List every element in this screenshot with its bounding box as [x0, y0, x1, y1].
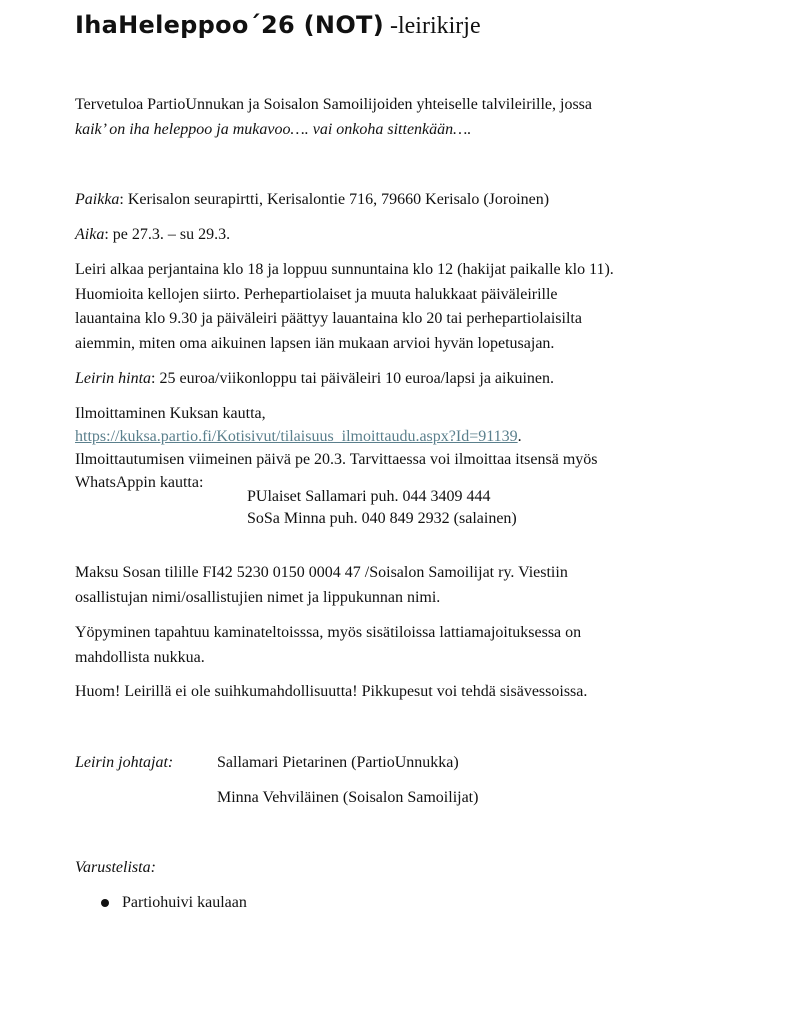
leader-minna: Minna Vehviläinen (Soisalon Samoilijat) [217, 789, 479, 806]
registration-link-row [75, 425, 715, 448]
intro-paragraph [75, 93, 715, 142]
price-label: Leirin hinta [75, 370, 152, 387]
leader-sallamari: Sallamari Pietarinen (PartioUnnukka) [217, 754, 459, 771]
sleeping-paragraph [75, 621, 715, 670]
contact-list [247, 486, 517, 530]
bullet-icon [101, 899, 109, 907]
intro-line-1: Tervetuloa PartioUnnukan ja Soisalon Samoilijoiden yhteiselle talvileirille, jossa [75, 96, 592, 113]
leaders-section [75, 751, 715, 811]
contact-pulaiset: PUlaiset Sallamari puh. 044 3409 444 [247, 488, 491, 505]
place-value: : Kerisalon seurapirtti, Kerisalontie 716, 79660 Kerisalo (Joroinen) [119, 191, 550, 208]
time-label: Aika [75, 226, 105, 243]
page-title [75, 8, 481, 46]
notice-paragraph: Huom! Leirillä ei ole suihkumahdollisuutta! Pikkupesut voi tehdä sisävessoissa. [75, 683, 588, 700]
place-label: Paikka [75, 191, 120, 208]
sleeping-line-1: Yöpyminen tapahtuu kaminateltoisssa, myös sisätiloissa lattiamajoituksessa on [75, 624, 582, 641]
registration-link[interactable]: https://kuksa.partio.fi/Kotisivut/tilaisuus_ilmoittaudu.aspx?Id=91139 [75, 428, 518, 445]
title-bold-part: IhaHeleppoo´26 (NOT) [75, 11, 384, 39]
registration-line-3: Ilmoittautumisen viimeinen päivä pe 20.3. Tarvittaessa voi ilmoittaa itsensä myös [75, 451, 598, 468]
payment-paragraph [75, 561, 715, 610]
intro-line-2: kaik’ on iha heleppoo ja mukavoo…. vai onkoha sittenkään…. [75, 120, 472, 138]
registration-line-4: WhatsAppin kautta: [75, 474, 204, 491]
title-rest-part: -leirikirje [383, 13, 481, 39]
registration-link-suffix: . [517, 428, 522, 445]
time-paragraph [75, 223, 715, 248]
price-value: : 25 euroa/viikonloppu tai päiväleiri 10 euroa/lapsi ja aikuinen. [151, 370, 555, 387]
schedule-line-1: Leiri alkaa perjantaina klo 18 ja loppuu sunnuntaina klo 12 (hakijat paikalle klo 11). [75, 261, 614, 278]
registration-paragraph [75, 402, 715, 494]
contact-sosa: SoSa Minna puh. 040 849 2932 (salainen) [247, 510, 517, 527]
equipment-item-text: Partiohuivi kaulaan [122, 894, 247, 911]
payment-line-1: Maksu Sosan tilille FI42 5230 0150 0004 47 /Soisalon Samoilijat ry. Viestiin [75, 564, 568, 581]
list-item [75, 891, 475, 915]
schedule-paragraph [75, 258, 715, 356]
sleeping-line-2: mahdollista nukkua. [75, 648, 205, 666]
schedule-line-3: lauantaina klo 9.30 ja päiväleiri päättyy lauantaina klo 20 tai perhepartiolaisilta [75, 310, 582, 327]
equipment-label: Varustelista: [75, 859, 156, 876]
payment-line-2: osallistujan nimi/osallistujien nimet ja lippukunnan nimi. [75, 588, 441, 606]
price-paragraph [75, 367, 715, 392]
equipment-list [75, 891, 715, 917]
time-value: : pe 27.3. – su 29.3. [104, 226, 231, 243]
leaders-label: Leirin johtajat: [75, 754, 174, 771]
schedule-line-4: aiemmin, miten oma aikuinen lapsen iän mukaan arvioi hyvän lopetusajan. [75, 334, 555, 352]
registration-line-1: Ilmoittaminen Kuksan kautta, [75, 405, 266, 422]
schedule-line-2: Huomioita kellojen siirto. Perhepartiolaiset ja muuta halukkaat päiväleirille [75, 285, 558, 303]
place-paragraph [75, 188, 715, 213]
